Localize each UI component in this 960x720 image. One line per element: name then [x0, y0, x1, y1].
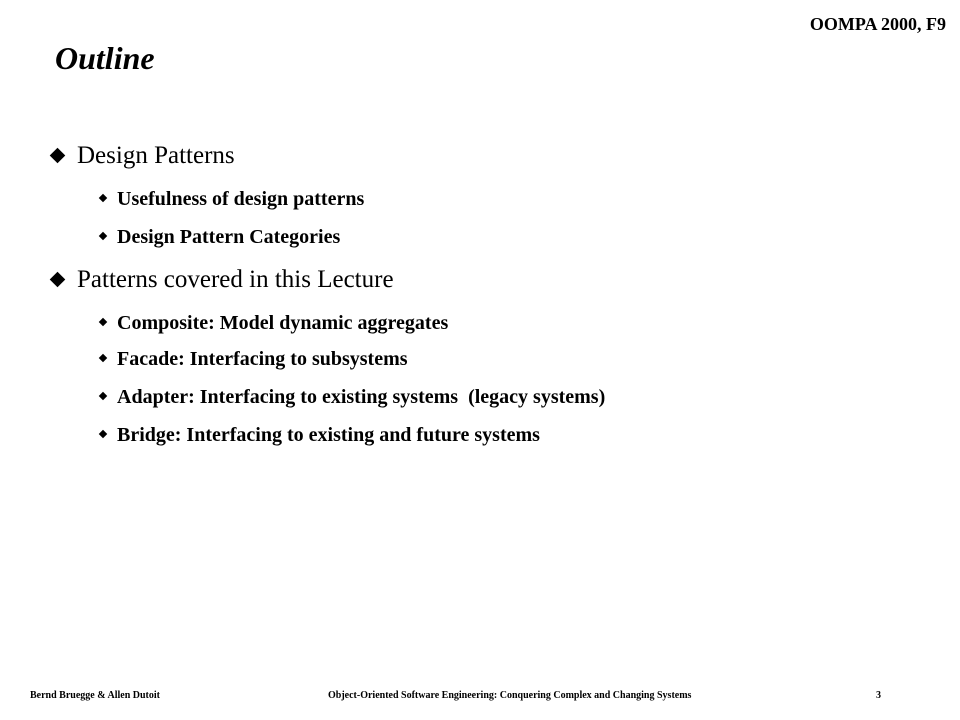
outline-item-categories: [100, 226, 340, 249]
page-number: 3: [876, 690, 881, 701]
diamond-bullet-icon: [99, 194, 107, 202]
outline-item-text: Adapter: Interfacing to existing systems (legacy systems): [117, 386, 606, 408]
outline-item-text: Usefulness of design patterns: [117, 188, 365, 210]
diamond-bullet-icon: [99, 232, 107, 240]
outline-item-facade: [100, 348, 408, 371]
slide-title: Outline: [55, 40, 155, 76]
outline-item-patterns-covered: [52, 266, 394, 294]
outline-item-text: Composite: Model dynamic aggregates: [117, 312, 449, 334]
outline-item-text: Facade: Interfacing to subsystems: [117, 348, 408, 370]
diamond-bullet-icon: [99, 392, 107, 400]
course-tag: OOMPA 2000, F9: [809, 14, 946, 34]
footer-authors: Bernd Bruegge & Allen Dutoit: [30, 690, 160, 701]
diamond-bullet-icon: [99, 354, 107, 362]
outline-item-text: Bridge: Interfacing to existing and future systems: [117, 424, 540, 446]
outline-item-text: Design Pattern Categories: [117, 226, 341, 248]
diamond-bullet-icon: [50, 271, 66, 287]
outline-item-adapter: [100, 386, 605, 409]
outline-item-usefulness: [100, 188, 364, 211]
diamond-bullet-icon: [50, 147, 66, 163]
outline-item-design-patterns: [52, 142, 235, 170]
outline-item-text: Design Patterns: [77, 142, 235, 169]
footer-book-title: Object-Oriented Software Engineering: Conquering Complex and Changing Systems: [328, 690, 692, 701]
outline-item-bridge: [100, 424, 540, 447]
diamond-bullet-icon: [99, 430, 107, 438]
outline-item-composite: [100, 312, 448, 335]
diamond-bullet-icon: [99, 318, 107, 326]
outline-item-text: Patterns covered in this Lecture: [77, 266, 394, 293]
